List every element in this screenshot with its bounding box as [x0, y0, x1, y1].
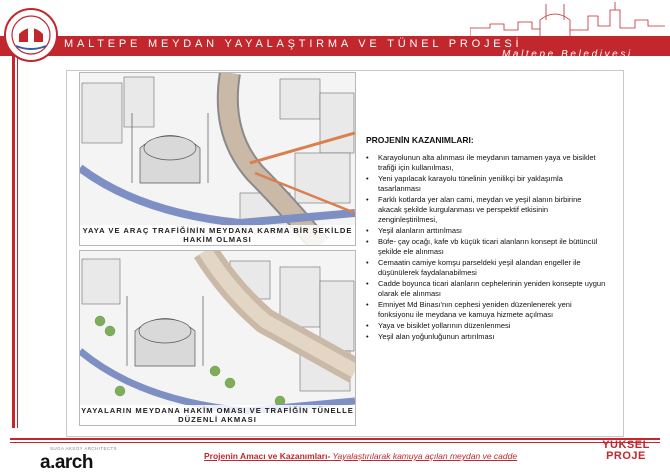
- firm-name-line1: YÜKSEL: [602, 439, 650, 451]
- illustration-caption: YAYA VE ARAÇ TRAFİĞİNİN MEYDANA KARMA BİR ŞEKİLDE HAKİM OLMASI: [80, 225, 355, 245]
- project-title: MALTEPE MEYDAN YAYALAŞTIRMA VE TÜNEL PROJESİ: [64, 38, 523, 50]
- benefit-item: • Yeni yapılacak karayolu tünelinin yenilikçi bir yaklaşımla tasarlanması: [366, 174, 606, 194]
- footer-divider: [10, 438, 660, 440]
- benefit-item: • Karayolunun alta alınması ile meydanın tamamen yaya ve bisiklet trafiği için kullanılması,: [366, 153, 606, 173]
- illustration-caption: YAYALARIN MEYDANA HAKİM OMASI VE TRAFİĞİN TÜNELLE DÜZENLİ AKMASI: [81, 406, 354, 424]
- benefit-item: • Yaya ve bisiklet yollarının düzenlenmesi: [366, 321, 606, 331]
- firm-logo: [594, 440, 658, 462]
- left-accent-stripe: [12, 56, 15, 428]
- footer-title: Projenin Amacı ve Kazanımları-: [204, 451, 331, 461]
- benefit-item: • Emniyet Md Binası'nın cephesi yeniden düzenlenerek yeni fonksiyonu ile meydana ve kamuya hizmete açılması: [366, 300, 606, 320]
- city-skyline-illustration: [470, 2, 665, 36]
- left-accent-stripe-thin: [17, 56, 18, 428]
- aerial-sketch-proposed: [80, 251, 355, 425]
- benefit-item: • Yeşil alan yoğunluğunun artırılması: [366, 332, 606, 342]
- footer-subtitle: Yayalaştırılarak kamuya açılan meydan ve cadde: [330, 451, 518, 461]
- benefit-item: • Cadde boyunca ticari alanların cephelerinin yeniden konsepte uygun olarak ele alınması: [366, 279, 606, 299]
- firm-name-line2: PROJE: [606, 450, 646, 462]
- architects-mark: a.arch: [40, 452, 93, 473]
- header: [0, 0, 670, 68]
- architects-logo: [40, 446, 130, 472]
- benefits-list: [366, 153, 606, 342]
- footer-divider-thin: [10, 442, 660, 443]
- benefit-item: • Cemaatin camiye komşu parseldeki yeşil alandan engeller ile düşünülerek faydalanabilmesi: [366, 258, 606, 278]
- benefit-item: • Yeşil alanların arttırılması: [366, 226, 606, 236]
- benefits-section: [366, 135, 606, 343]
- benefit-item: • Büfe- çay ocağı, kafe vb küçük ticari alanların konsept ile bütüncül şekilde ele alınması: [366, 237, 606, 257]
- illustration-current-state: [79, 72, 356, 246]
- footer-caption: [204, 451, 517, 461]
- benefits-heading: PROJENİN KAZANIMLARI:: [366, 135, 474, 145]
- illustration-proposed-state: [79, 250, 356, 426]
- architects-small-text: SUGA AKSOY ARCHITECTS: [50, 446, 118, 451]
- municipality-name: Maltepe Belediyesi: [502, 49, 633, 60]
- aerial-sketch-current: [80, 73, 355, 245]
- benefit-item: • Farklı kotlarda yer alan cami, meydan ve yeşil alanın birbirine akacak şekilde kurgulanması ve perspektif etkisinin zenginleştirilmesi,: [366, 195, 606, 225]
